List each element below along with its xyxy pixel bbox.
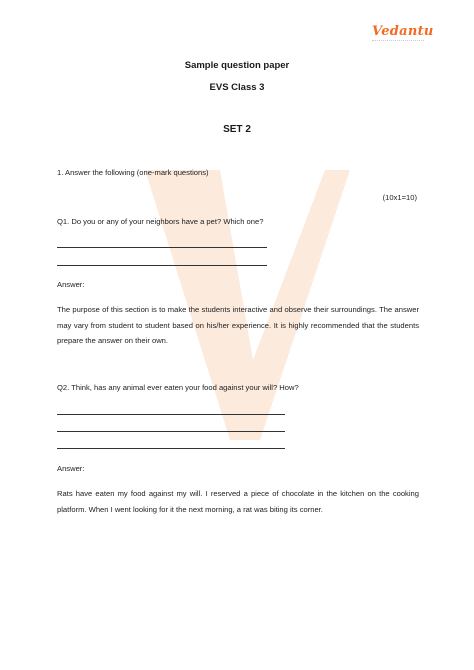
vedantu-watermark-icon: [135, 150, 355, 450]
answer-1-text: The purpose of this section is to make the students interactive and observe their surroundings. The answer may vary from student to student based on his/her experience. It is highly recommended that the students prepare the answer on their own.: [57, 305, 419, 345]
answer-line: [57, 448, 285, 449]
answer-line: [57, 247, 267, 248]
answer-line: [57, 414, 285, 415]
vedantu-logo: [366, 24, 434, 46]
marks-label: (10x1=10): [382, 193, 417, 202]
set-heading: SET 2: [223, 124, 251, 135]
section-instruction: 1. Answer the following (one-mark questions): [57, 168, 209, 177]
question-1: Q1. Do you or any of your neighbors have a pet? Which one?: [57, 217, 264, 226]
answer-2-label: Answer:: [57, 464, 85, 473]
question-2: Q2. Think, has any animal ever eaten your food against your will? How?: [57, 383, 299, 392]
paper-title: Sample question paper: [184, 60, 290, 71]
answer-2-text: Rats have eaten my food against my will. I reserved a piece of chocolate in the kitchen on the cooking platform. When I went looking for it the next morning, a rat was biting its corner.: [57, 489, 419, 514]
answer-line: [57, 265, 267, 266]
answer-line: [57, 431, 285, 432]
answer-1-label: Answer:: [57, 280, 85, 289]
class-heading: EVS Class 3: [209, 82, 265, 93]
logo-text: Vedantu: [372, 24, 434, 39]
logo-tagline-rule: [372, 40, 424, 43]
